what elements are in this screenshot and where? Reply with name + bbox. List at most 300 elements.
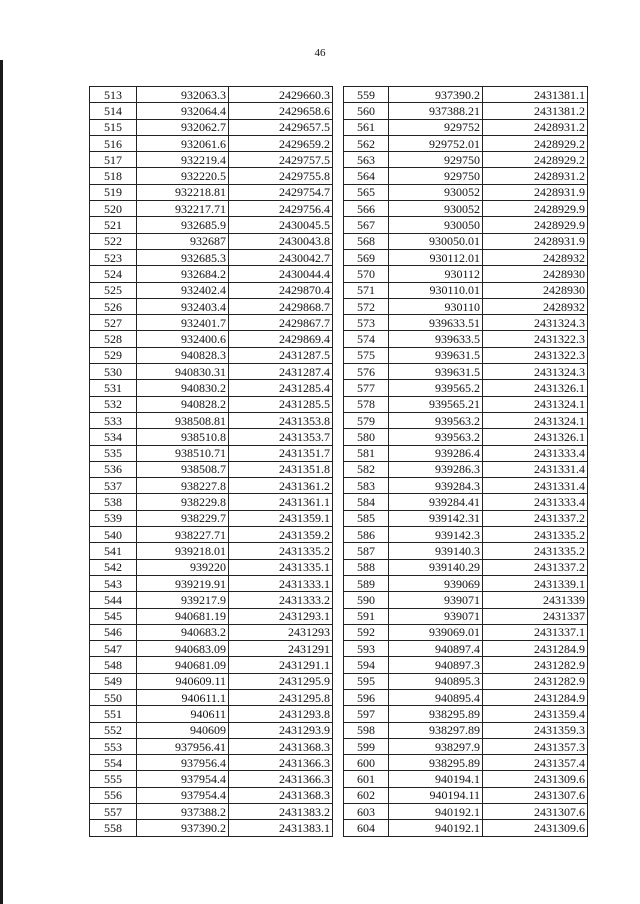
y-coordinate-cell: 2431335.2 <box>483 527 588 543</box>
table-row <box>344 249 588 265</box>
x-coordinate-cell: 932685.3 <box>137 249 229 265</box>
coordinates-table-left <box>89 86 333 837</box>
table-row <box>90 820 333 836</box>
point-number-cell: 563 <box>344 152 389 168</box>
table-row <box>90 510 333 526</box>
point-number-cell: 532 <box>90 396 137 412</box>
page-number: 46 <box>314 47 326 59</box>
point-number-cell: 550 <box>90 689 137 705</box>
point-number-cell: 556 <box>90 787 137 803</box>
point-number-cell: 526 <box>90 298 137 314</box>
x-coordinate-cell: 930052 <box>389 201 483 217</box>
x-coordinate-cell: 939565.2 <box>389 380 483 396</box>
table-row <box>90 787 333 803</box>
y-coordinate-cell: 2431361.2 <box>229 478 333 494</box>
point-number-cell: 571 <box>344 282 389 298</box>
y-coordinate-cell: 2429754.7 <box>229 184 333 200</box>
y-coordinate-cell: 2431337.1 <box>483 624 588 640</box>
table-row <box>344 282 588 298</box>
x-coordinate-cell: 939071 <box>389 608 483 624</box>
table-row <box>344 217 588 233</box>
y-coordinate-cell: 2431293.9 <box>229 722 333 738</box>
y-coordinate-cell: 2431293.1 <box>229 608 333 624</box>
x-coordinate-cell: 929752.01 <box>389 135 483 151</box>
table-row <box>90 217 333 233</box>
y-coordinate-cell: 2431381.1 <box>483 87 588 103</box>
point-number-cell: 536 <box>90 461 137 477</box>
table-row <box>90 331 333 347</box>
table-row <box>344 412 588 428</box>
y-coordinate-cell: 2429757.5 <box>229 152 333 168</box>
table-row <box>90 201 333 217</box>
y-coordinate-cell: 2428930 <box>483 282 588 298</box>
x-coordinate-cell: 937954.4 <box>137 771 229 787</box>
y-coordinate-cell: 2429869.4 <box>229 331 333 347</box>
point-number-cell: 570 <box>344 266 389 282</box>
x-coordinate-cell: 938297.89 <box>389 722 483 738</box>
point-number-cell: 529 <box>90 347 137 363</box>
x-coordinate-cell: 939069.01 <box>389 624 483 640</box>
x-coordinate-cell: 939631.5 <box>389 364 483 380</box>
table-row <box>90 184 333 200</box>
point-number-cell: 542 <box>90 559 137 575</box>
x-coordinate-cell: 932401.7 <box>137 315 229 331</box>
y-coordinate-cell: 2428931.9 <box>483 184 588 200</box>
x-coordinate-cell: 939565.21 <box>389 396 483 412</box>
y-coordinate-cell: 2428929.9 <box>483 217 588 233</box>
y-coordinate-cell: 2428931.9 <box>483 233 588 249</box>
x-coordinate-cell: 940609 <box>137 722 229 738</box>
point-number-cell: 575 <box>344 347 389 363</box>
point-number-cell: 560 <box>344 103 389 119</box>
y-coordinate-cell: 2431307.6 <box>483 804 588 820</box>
table-row <box>344 494 588 510</box>
table-row <box>90 461 333 477</box>
x-coordinate-cell: 930050 <box>389 217 483 233</box>
x-coordinate-cell: 929752 <box>389 119 483 135</box>
x-coordinate-cell: 932063.3 <box>137 87 229 103</box>
point-number-cell: 586 <box>344 527 389 543</box>
x-coordinate-cell: 940194.11 <box>389 787 483 803</box>
point-number-cell: 530 <box>90 364 137 380</box>
point-number-cell: 549 <box>90 673 137 689</box>
x-coordinate-cell: 932061.6 <box>137 135 229 151</box>
point-number-cell: 590 <box>344 592 389 608</box>
table-row <box>90 575 333 591</box>
table-row <box>344 641 588 657</box>
point-number-cell: 589 <box>344 575 389 591</box>
point-number-cell: 603 <box>344 804 389 820</box>
table-row <box>344 103 588 119</box>
x-coordinate-cell: 940611.1 <box>137 689 229 705</box>
table-row <box>344 478 588 494</box>
y-coordinate-cell: 2431324.1 <box>483 412 588 428</box>
table-row <box>344 510 588 526</box>
table-row <box>344 298 588 314</box>
y-coordinate-cell: 2431324.1 <box>483 396 588 412</box>
x-coordinate-cell: 938510.71 <box>137 445 229 461</box>
x-coordinate-cell: 939633.51 <box>389 315 483 331</box>
point-number-cell: 565 <box>344 184 389 200</box>
point-number-cell: 543 <box>90 575 137 591</box>
x-coordinate-cell: 932684.2 <box>137 266 229 282</box>
point-number-cell: 534 <box>90 429 137 445</box>
point-number-cell: 515 <box>90 119 137 135</box>
point-number-cell: 583 <box>344 478 389 494</box>
table-row <box>90 412 333 428</box>
table-row <box>90 249 333 265</box>
point-number-cell: 559 <box>344 87 389 103</box>
point-number-cell: 584 <box>344 494 389 510</box>
point-number-cell: 533 <box>90 412 137 428</box>
point-number-cell: 531 <box>90 380 137 396</box>
table-row <box>344 559 588 575</box>
point-number-cell: 540 <box>90 527 137 543</box>
y-coordinate-cell: 2431381.2 <box>483 103 588 119</box>
point-number-cell: 573 <box>344 315 389 331</box>
y-coordinate-cell: 2431351.7 <box>229 445 333 461</box>
x-coordinate-cell: 932400.6 <box>137 331 229 347</box>
point-number-cell: 577 <box>344 380 389 396</box>
y-coordinate-cell: 2431337.2 <box>483 510 588 526</box>
point-number-cell: 595 <box>344 673 389 689</box>
point-number-cell: 547 <box>90 641 137 657</box>
x-coordinate-cell: 939284.41 <box>389 494 483 510</box>
point-number-cell: 604 <box>344 820 389 836</box>
x-coordinate-cell: 932218.81 <box>137 184 229 200</box>
x-coordinate-cell: 939563.2 <box>389 412 483 428</box>
y-coordinate-cell: 2428932 <box>483 298 588 314</box>
point-number-cell: 596 <box>344 689 389 705</box>
table-row <box>344 364 588 380</box>
y-coordinate-cell: 2431322.3 <box>483 347 588 363</box>
x-coordinate-cell: 939140.29 <box>389 559 483 575</box>
table-row <box>344 787 588 803</box>
y-coordinate-cell: 2431359.4 <box>483 706 588 722</box>
y-coordinate-cell: 2431335.1 <box>229 559 333 575</box>
point-number-cell: 557 <box>90 804 137 820</box>
y-coordinate-cell: 2431324.3 <box>483 364 588 380</box>
table-row <box>90 608 333 624</box>
x-coordinate-cell: 938510.8 <box>137 429 229 445</box>
y-coordinate-cell: 2431351.8 <box>229 461 333 477</box>
x-coordinate-cell: 938229.8 <box>137 494 229 510</box>
x-coordinate-cell: 938229.7 <box>137 510 229 526</box>
table-row <box>90 641 333 657</box>
x-coordinate-cell: 938508.7 <box>137 461 229 477</box>
table-row <box>344 527 588 543</box>
point-number-cell: 517 <box>90 152 137 168</box>
x-coordinate-cell: 938227.8 <box>137 478 229 494</box>
x-coordinate-cell: 930052 <box>389 184 483 200</box>
y-coordinate-cell: 2431357.4 <box>483 755 588 771</box>
table-row <box>90 559 333 575</box>
x-coordinate-cell: 938295.89 <box>389 706 483 722</box>
y-coordinate-cell: 2431307.6 <box>483 787 588 803</box>
y-coordinate-cell: 2428929.2 <box>483 135 588 151</box>
x-coordinate-cell: 937388.2 <box>137 804 229 820</box>
table-row <box>344 396 588 412</box>
point-number-cell: 598 <box>344 722 389 738</box>
x-coordinate-cell: 929750 <box>389 168 483 184</box>
x-coordinate-cell: 940681.09 <box>137 657 229 673</box>
x-coordinate-cell: 939140.3 <box>389 543 483 559</box>
x-coordinate-cell: 940683.09 <box>137 641 229 657</box>
table-row <box>344 331 588 347</box>
point-number-cell: 554 <box>90 755 137 771</box>
table-row <box>344 673 588 689</box>
x-coordinate-cell: 930110 <box>389 298 483 314</box>
table-row <box>90 445 333 461</box>
table-row <box>90 119 333 135</box>
x-coordinate-cell: 940897.3 <box>389 657 483 673</box>
x-coordinate-cell: 932062.7 <box>137 119 229 135</box>
x-coordinate-cell: 930110.01 <box>389 282 483 298</box>
x-coordinate-cell: 930050.01 <box>389 233 483 249</box>
table-row <box>344 689 588 705</box>
table-row <box>344 755 588 771</box>
point-number-cell: 566 <box>344 201 389 217</box>
table-row <box>344 771 588 787</box>
point-number-cell: 514 <box>90 103 137 119</box>
point-number-cell: 520 <box>90 201 137 217</box>
point-number-cell: 600 <box>344 755 389 771</box>
x-coordinate-cell: 940828.2 <box>137 396 229 412</box>
x-coordinate-cell: 937956.4 <box>137 755 229 771</box>
point-number-cell: 593 <box>344 641 389 657</box>
y-coordinate-cell: 2428931.2 <box>483 168 588 184</box>
y-coordinate-cell: 2431333.4 <box>483 494 588 510</box>
y-coordinate-cell: 2431309.6 <box>483 820 588 836</box>
point-number-cell: 567 <box>344 217 389 233</box>
table-row <box>344 722 588 738</box>
y-coordinate-cell: 2431333.4 <box>483 445 588 461</box>
table-row <box>90 364 333 380</box>
x-coordinate-cell: 940895.3 <box>389 673 483 689</box>
x-coordinate-cell: 929750 <box>389 152 483 168</box>
table-row <box>90 755 333 771</box>
point-number-cell: 553 <box>90 738 137 754</box>
x-coordinate-cell: 932064.4 <box>137 103 229 119</box>
y-coordinate-cell: 2431333.2 <box>229 592 333 608</box>
y-coordinate-cell: 2431333.1 <box>229 575 333 591</box>
point-number-cell: 544 <box>90 592 137 608</box>
table-row <box>90 771 333 787</box>
x-coordinate-cell: 939220 <box>137 559 229 575</box>
coordinates-table-right <box>343 86 588 837</box>
point-number-cell: 548 <box>90 657 137 673</box>
y-coordinate-cell: 2429658.6 <box>229 103 333 119</box>
table-row <box>90 478 333 494</box>
point-number-cell: 527 <box>90 315 137 331</box>
y-coordinate-cell: 2431291.1 <box>229 657 333 673</box>
table-row <box>90 87 333 103</box>
x-coordinate-cell: 940683.2 <box>137 624 229 640</box>
x-coordinate-cell: 930112 <box>389 266 483 282</box>
point-number-cell: 537 <box>90 478 137 494</box>
y-coordinate-cell: 2431339.1 <box>483 575 588 591</box>
point-number-cell: 513 <box>90 87 137 103</box>
table-row <box>344 461 588 477</box>
point-number-cell: 569 <box>344 249 389 265</box>
table-row <box>344 657 588 673</box>
y-coordinate-cell: 2430043.8 <box>229 233 333 249</box>
point-number-cell: 539 <box>90 510 137 526</box>
table-row <box>344 624 588 640</box>
point-number-cell: 518 <box>90 168 137 184</box>
x-coordinate-cell: 940192.1 <box>389 804 483 820</box>
table-row <box>344 380 588 396</box>
x-coordinate-cell: 939142.3 <box>389 527 483 543</box>
x-coordinate-cell: 940830.31 <box>137 364 229 380</box>
table-row <box>344 315 588 331</box>
x-coordinate-cell: 939284.3 <box>389 478 483 494</box>
table-row <box>90 347 333 363</box>
point-number-cell: 588 <box>344 559 389 575</box>
table-row <box>344 87 588 103</box>
x-coordinate-cell: 932687 <box>137 233 229 249</box>
y-coordinate-cell: 2428930 <box>483 266 588 282</box>
table-row <box>344 608 588 624</box>
table-row <box>90 168 333 184</box>
y-coordinate-cell: 2431359.3 <box>483 722 588 738</box>
table-row <box>90 103 333 119</box>
point-number-cell: 561 <box>344 119 389 135</box>
y-coordinate-cell: 2431324.3 <box>483 315 588 331</box>
table-row <box>90 315 333 331</box>
y-coordinate-cell: 2431383.2 <box>229 804 333 820</box>
point-number-cell: 546 <box>90 624 137 640</box>
point-number-cell: 597 <box>344 706 389 722</box>
y-coordinate-cell: 2431361.1 <box>229 494 333 510</box>
point-number-cell: 587 <box>344 543 389 559</box>
x-coordinate-cell: 939633.5 <box>389 331 483 347</box>
x-coordinate-cell: 938295.89 <box>389 755 483 771</box>
y-coordinate-cell: 2428929.9 <box>483 201 588 217</box>
x-coordinate-cell: 932402.4 <box>137 282 229 298</box>
x-coordinate-cell: 939071 <box>389 592 483 608</box>
x-coordinate-cell: 939286.3 <box>389 461 483 477</box>
y-coordinate-cell: 2431335.2 <box>229 543 333 559</box>
x-coordinate-cell: 932217.71 <box>137 201 229 217</box>
x-coordinate-cell: 940611 <box>137 706 229 722</box>
y-coordinate-cell: 2429660.3 <box>229 87 333 103</box>
y-coordinate-cell: 2431295.9 <box>229 673 333 689</box>
x-coordinate-cell: 940895.4 <box>389 689 483 705</box>
point-number-cell: 591 <box>344 608 389 624</box>
x-coordinate-cell: 940681.19 <box>137 608 229 624</box>
point-number-cell: 585 <box>344 510 389 526</box>
y-coordinate-cell: 2431359.2 <box>229 527 333 543</box>
table-row <box>90 527 333 543</box>
point-number-cell: 552 <box>90 722 137 738</box>
table-row <box>344 168 588 184</box>
point-number-cell: 525 <box>90 282 137 298</box>
table-row <box>90 706 333 722</box>
y-coordinate-cell: 2431284.9 <box>483 641 588 657</box>
x-coordinate-cell: 939563.2 <box>389 429 483 445</box>
y-coordinate-cell: 2429755.8 <box>229 168 333 184</box>
point-number-cell: 522 <box>90 233 137 249</box>
table-row <box>90 657 333 673</box>
y-coordinate-cell: 2431331.4 <box>483 461 588 477</box>
y-coordinate-cell: 2429659.2 <box>229 135 333 151</box>
x-coordinate-cell: 939218.01 <box>137 543 229 559</box>
table-row <box>90 380 333 396</box>
x-coordinate-cell: 940828.3 <box>137 347 229 363</box>
x-coordinate-cell: 939217.9 <box>137 592 229 608</box>
table-row <box>90 429 333 445</box>
y-coordinate-cell: 2431337.2 <box>483 559 588 575</box>
point-number-cell: 535 <box>90 445 137 461</box>
x-coordinate-cell: 939286.4 <box>389 445 483 461</box>
x-coordinate-cell: 937388.21 <box>389 103 483 119</box>
y-coordinate-cell: 2431293 <box>229 624 333 640</box>
point-number-cell: 579 <box>344 412 389 428</box>
y-coordinate-cell: 2431326.1 <box>483 429 588 445</box>
table-row <box>344 429 588 445</box>
y-coordinate-cell: 2431284.9 <box>483 689 588 705</box>
y-coordinate-cell: 2431293.8 <box>229 706 333 722</box>
point-number-cell: 528 <box>90 331 137 347</box>
point-number-cell: 521 <box>90 217 137 233</box>
x-coordinate-cell: 932403.4 <box>137 298 229 314</box>
point-number-cell: 538 <box>90 494 137 510</box>
table-row <box>344 266 588 282</box>
point-number-cell: 551 <box>90 706 137 722</box>
x-coordinate-cell: 939219.91 <box>137 575 229 591</box>
x-coordinate-cell: 932685.9 <box>137 217 229 233</box>
point-number-cell: 599 <box>344 738 389 754</box>
y-coordinate-cell: 2431335.2 <box>483 543 588 559</box>
point-number-cell: 568 <box>344 233 389 249</box>
x-coordinate-cell: 937956.41 <box>137 738 229 754</box>
table-row <box>90 543 333 559</box>
x-coordinate-cell: 939142.31 <box>389 510 483 526</box>
table-row <box>90 298 333 314</box>
table-row <box>344 804 588 820</box>
y-coordinate-cell: 2431282.9 <box>483 673 588 689</box>
point-number-cell: 524 <box>90 266 137 282</box>
y-coordinate-cell: 2431285.4 <box>229 380 333 396</box>
table-row <box>344 119 588 135</box>
point-number-cell: 594 <box>344 657 389 673</box>
y-coordinate-cell: 2431291 <box>229 641 333 657</box>
point-number-cell: 601 <box>344 771 389 787</box>
y-coordinate-cell: 2431339 <box>483 592 588 608</box>
table-row <box>90 592 333 608</box>
y-coordinate-cell: 2431337 <box>483 608 588 624</box>
table-row <box>90 804 333 820</box>
table-row <box>90 689 333 705</box>
x-coordinate-cell: 938227.71 <box>137 527 229 543</box>
point-number-cell: 516 <box>90 135 137 151</box>
table-row <box>344 135 588 151</box>
point-number-cell: 582 <box>344 461 389 477</box>
x-coordinate-cell: 937390.2 <box>137 820 229 836</box>
x-coordinate-cell: 932219.4 <box>137 152 229 168</box>
table-row <box>344 592 588 608</box>
y-coordinate-cell: 2431287.5 <box>229 347 333 363</box>
point-number-cell: 581 <box>344 445 389 461</box>
y-coordinate-cell: 2428929.2 <box>483 152 588 168</box>
y-coordinate-cell: 2431353.8 <box>229 412 333 428</box>
y-coordinate-cell: 2428932 <box>483 249 588 265</box>
y-coordinate-cell: 2431282.9 <box>483 657 588 673</box>
point-number-cell: 576 <box>344 364 389 380</box>
y-coordinate-cell: 2431322.3 <box>483 331 588 347</box>
table-row <box>90 494 333 510</box>
